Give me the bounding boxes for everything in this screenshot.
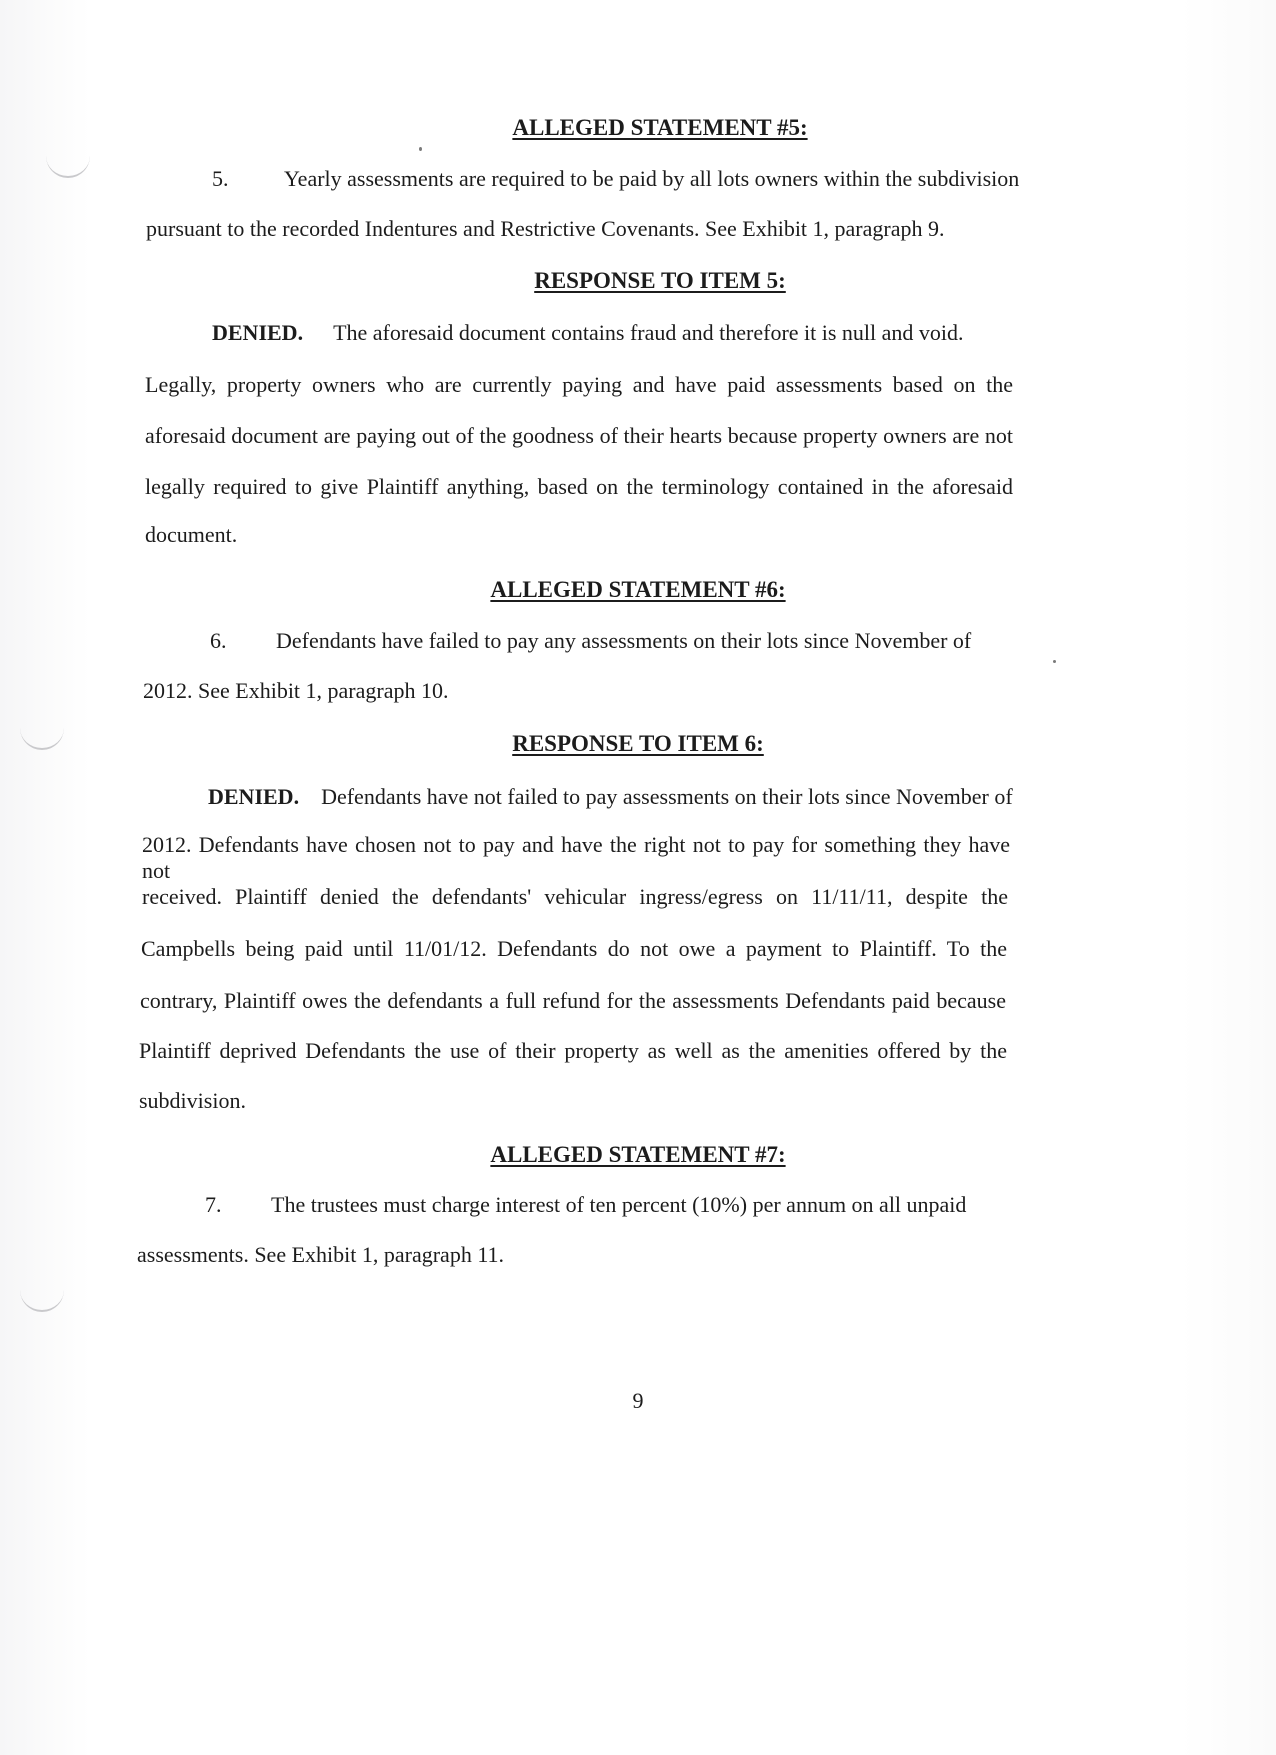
paragraph-line: contrary, Plaintiff owes the defendants a full refund for the assessments Defendants paid because	[140, 988, 1006, 1013]
heading-alleged-statement-7: ALLEGED STATEMENT #7:	[490, 1142, 786, 1167]
paragraph-line: pursuant to the recorded Indentures and Restrictive Covenants. See Exhibit 1, paragraph 9.	[146, 216, 945, 241]
heading-response-item-6: RESPONSE TO ITEM 6:	[512, 731, 764, 756]
paragraph-text: The aforesaid document contains fraud and therefore it is null and void.	[333, 320, 964, 345]
paragraph-text: Defendants have not failed to pay assessments on their lots since November of	[321, 784, 1013, 809]
paragraph-line: Campbells being paid until 11/01/12. Defendants do not owe a payment to Plaintiff. To the	[141, 936, 1007, 961]
punch-hole	[20, 1284, 64, 1312]
paragraph-line: aforesaid document are paying out of the goodness of their hearts because property owners are not	[145, 423, 1013, 448]
scan-speck	[1053, 660, 1056, 663]
paragraph-line: 2012. See Exhibit 1, paragraph 10.	[143, 678, 449, 703]
paragraph-text: Yearly assessments are required to be paid by all lots owners within the subdivision	[284, 166, 1020, 191]
paragraph-number: 7.	[205, 1192, 222, 1217]
paragraph-number: 5.	[212, 166, 229, 191]
denied-label: DENIED.	[212, 320, 304, 345]
paragraph-line: Legally, property owners who are currently paying and have paid assessments based on the	[145, 372, 1013, 397]
paragraph-line: 2012. Defendants have chosen not to pay and have the right not to pay for something they have not	[142, 832, 1010, 883]
punch-hole	[46, 150, 90, 178]
paragraph-line: Plaintiff deprived Defendants the use of their property as well as the amenities offered by the	[139, 1038, 1007, 1063]
paragraph-line: subdivision.	[139, 1088, 246, 1113]
denied-label: DENIED.	[208, 784, 300, 809]
paragraph-line	[205, 1192, 1007, 1218]
paragraph-line	[212, 166, 1020, 192]
paragraph-line: assessments. See Exhibit 1, paragraph 11.	[137, 1242, 504, 1267]
heading-alleged-statement-5: ALLEGED STATEMENT #5:	[512, 115, 808, 140]
paragraph-text: Defendants have failed to pay any assessments on their lots since November of	[276, 628, 972, 653]
page-number: 9	[632, 1388, 644, 1413]
heading-alleged-statement-6: ALLEGED STATEMENT #6:	[490, 577, 786, 602]
paragraph-line: document.	[145, 522, 238, 547]
paragraph-number: 6.	[210, 628, 227, 653]
paragraph-line	[210, 628, 971, 654]
paragraph-line: received. Plaintiff denied the defendants' vehicular ingress/egress on 11/11/11, despite the	[142, 884, 1008, 909]
heading-response-item-5: RESPONSE TO ITEM 5:	[534, 268, 786, 293]
paragraph-line	[212, 320, 964, 346]
scan-speck	[419, 147, 422, 151]
paragraph-line	[208, 784, 1013, 810]
paragraph-line: legally required to give Plaintiff anything, based on the terminology contained in the aforesaid	[145, 474, 1013, 499]
paragraph-text: The trustees must charge interest of ten percent (10%) per annum on all unpaid	[271, 1192, 967, 1217]
